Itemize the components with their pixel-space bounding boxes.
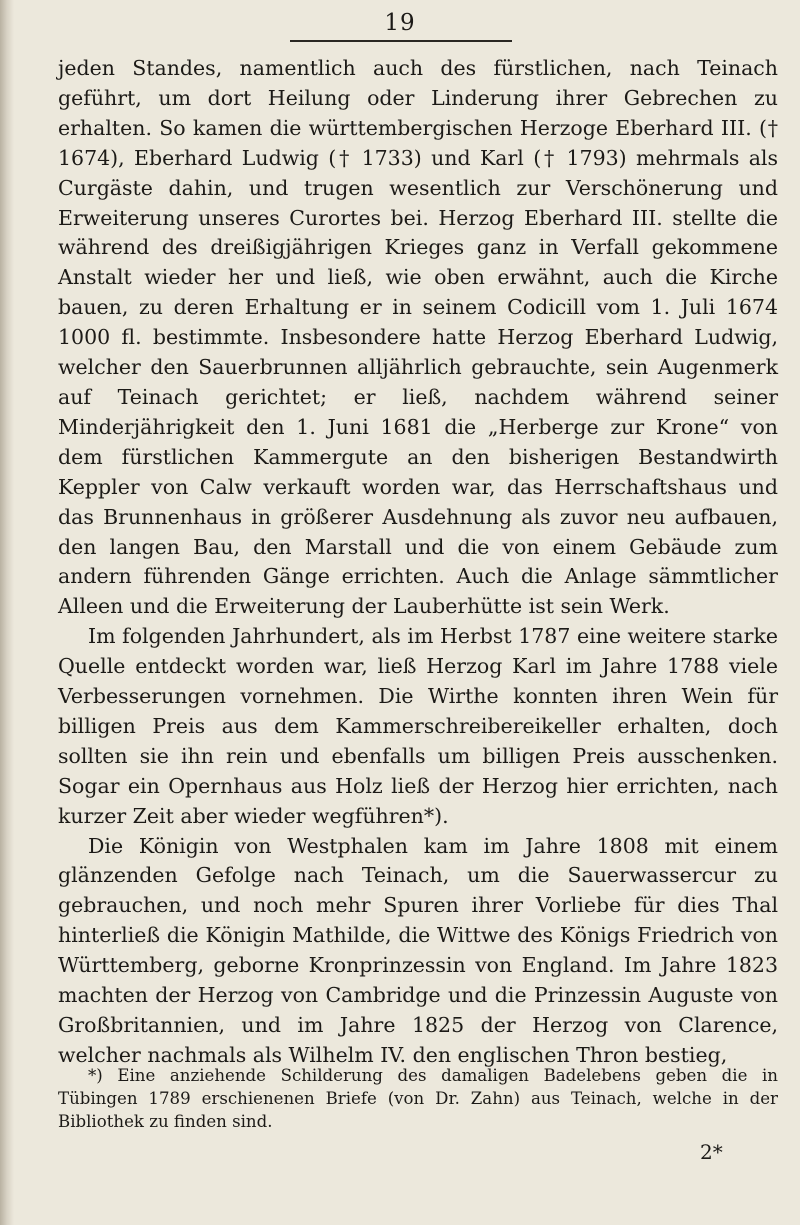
paragraph-2: Im folgenden Jahrhundert, als im Herbst 1787 eine weitere starke Quelle entdeckt worden war, ließ Herzog Karl im Jahre 1788 viele Verbesserungen vornehmen. Die Wirthe konnten ihren Wein für billigen Preis aus dem Kammerschreibereikeller erhalten, doch sollten sie ihn rein und ebenfalls um billigen Preis ausschenken. Sogar ein Opernhaus aus Holz ließ der Herzog hier errichten, nach kurzer Zeit aber wieder wegführen*). <box>58 624 778 828</box>
header-rule <box>290 40 512 42</box>
body-text <box>58 54 778 1071</box>
footnote: *) Eine anziehende Schilderung des damaligen Badelebens geben die in Tübingen 1789 erschienenen Briefe (von Dr. Zahn) aus Teinach, welche in der Bibliothek zu finden sind. <box>58 1066 778 1131</box>
signature-mark: 2* <box>700 1140 723 1164</box>
binding-shadow <box>0 0 14 1225</box>
paragraph-3: Die Königin von Westphalen kam im Jahre 1808 mit einem glänzenden Gefolge nach Teinach, um die Sauerwassercur zu gebrauchen, und noch mehr Spuren ihrer Vorliebe für dies Thal hinterließ die Königin Mathilde, die Wittwe des Königs Friedrich von Württemberg, geborne Kronprinzessin von England. Im Jahre 1823 machten der Herzog von Cambridge und die Prinzessin Auguste von Großbritannien, und im Jahre 1825 der Herzog von Clarence, welcher nachmals als Wilhelm IV. den englischen Thron bestieg, <box>58 833 778 1067</box>
page-number: 19 <box>384 10 416 36</box>
paragraph-1: jeden Standes, namentlich auch des fürstlichen, nach Teinach geführt, um dort Heilung oder Linderung ihrer Gebrechen zu erhalten. So kamen die württembergischen Herzoge Eberhard III. († 1674), Eberhard Ludwig († 1733) und Karl († 1793) mehrmals als Curgäste dahin, und trugen wesentlich zur Verschönerung und Erweiterung unseres Curortes bei. Herzog Eberhard III. stellte die während des dreißigjährigen Krieges ganz in Verfall gekommene Anstalt wieder her und ließ, wie oben erwähnt, auch die Kirche bauen, zu deren Erhaltung er in seinem Codicill vom 1. Juli 1674 1000 fl. bestimmte. Insbesondere hatte Herzog Eberhard Ludwig, welcher den Sauerbrunnen alljährlich gebrauchte, sein Augenmerk auf Teinach gerichtet; er ließ, nachdem während seiner Minderjährigkeit den 1. Juni 1681 die „Herberge zur Krone“ von dem fürstlichen Kammergute an den bisherigen Bestandwirth Keppler von Calw verkauft worden war, das Herrschaftshaus und das Brunnenhaus in größerer Ausdehnung als zuvor neu aufbauen, den langen Bau, den Marstall und die von einem Gebäude zum andern führenden Gänge errichten. Auch die Anlage sämmtlicher Alleen und die Erweiterung der Lauberhütte ist sein Werk. <box>58 56 778 619</box>
